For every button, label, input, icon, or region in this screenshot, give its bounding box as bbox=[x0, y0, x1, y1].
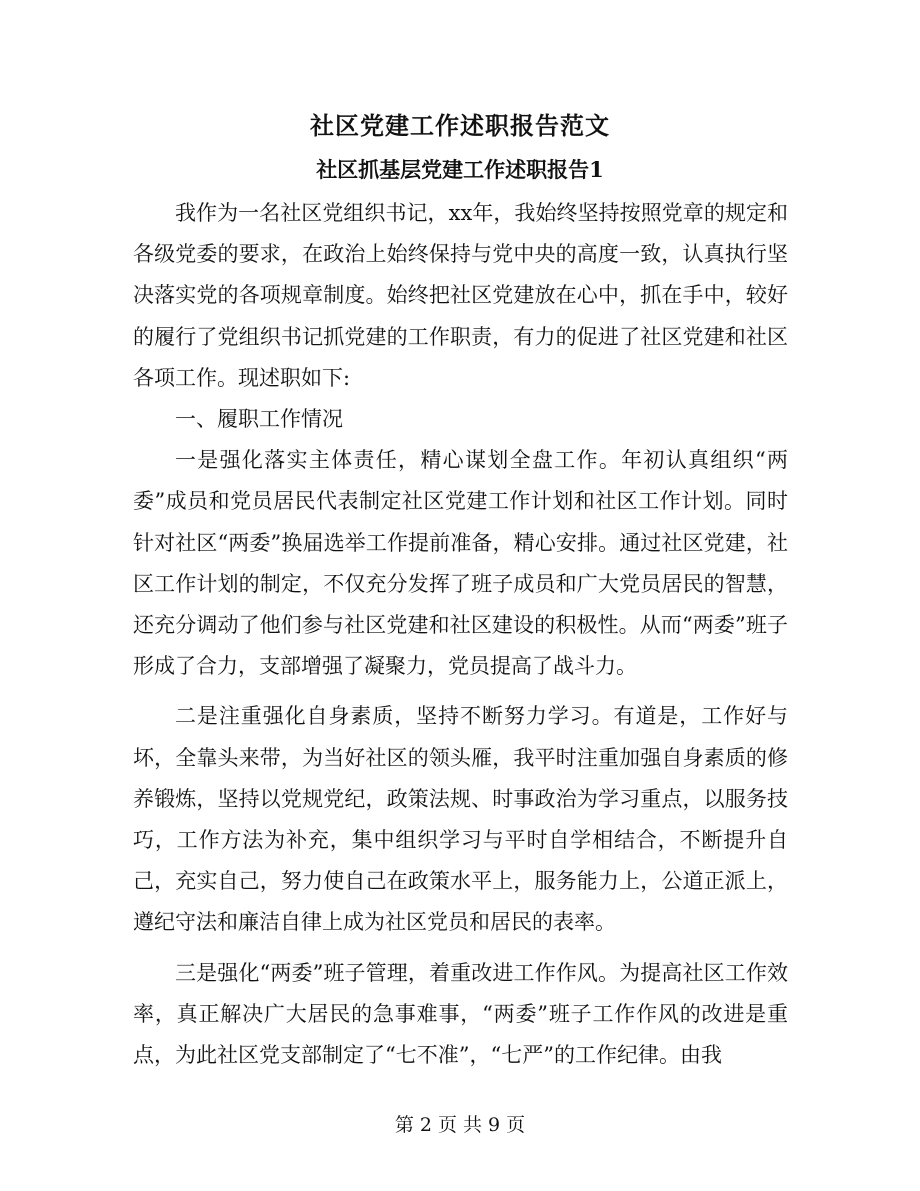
paragraph-point-1: 一是强化落实主体责任，精心谋划全盘工作。年初认真组织“两委”成员和党员居民代表制定社区党建工作计划和社区工作计划。同时针对社区“两委”换届选举工作提前准备，精心安排。通过社区党建，社区工作计划的制定，不仅充分发挥了班子成员和广大党员居民的智慧，还充分调动了他们参与社区党建和社区建设的积极性。从而“两委”班子形成了合力，支部增强了凝聚力，党员提高了战斗力。 bbox=[133, 448, 788, 679]
paragraph-point-2: 二是注重强化自身素质，坚持不断努力学习。有道是，工作好与坏，全靠头来带，为当好社区的领头雁，我平时注重加强自身素质的修养锻炼，坚持以党规党纪，政策法规、时事政治为学习重点，以服务技巧，工作方法为补充，集中组织学习与平时自学相结合，不断提升自己，充实自己，努力使自己在政策水平上，服务能力上，公道正派上，遵纪守法和廉洁自律上成为社区党员和居民的表率。 bbox=[133, 704, 788, 935]
section-heading: 一、履职工作情况 bbox=[175, 407, 343, 432]
paragraph-point-3: 三是强化“两委”班子管理，着重改进工作作风。为提高社区工作效率，真正解决广大居民的急事难事，“两委”班子工作作风的改进是重点，为此社区党支部制定了“七不准”，“七严”的工作纪律。由我 bbox=[133, 960, 788, 1068]
paragraph-intro: 我作为一名社区党组织书记，xx年，我始终坚持按照党章的规定和各级党委的要求，在政治上始终保持与党中央的高度一致，认真执行坚决落实党的各项规章制度。始终把社区党建放在心中，抓在手中，较好的履行了党组织书记抓党建的工作职责，有力的促进了社区党建和社区各项工作。现述职如下: bbox=[133, 201, 788, 390]
page-number: 第 2 页 共 9 页 bbox=[394, 1114, 526, 1136]
document-body bbox=[133, 193, 788, 1076]
document-title: 社区党建工作述职报告范文 bbox=[310, 111, 610, 140]
document-subtitle: 社区抓基层党建工作述职报告1 bbox=[316, 157, 604, 182]
